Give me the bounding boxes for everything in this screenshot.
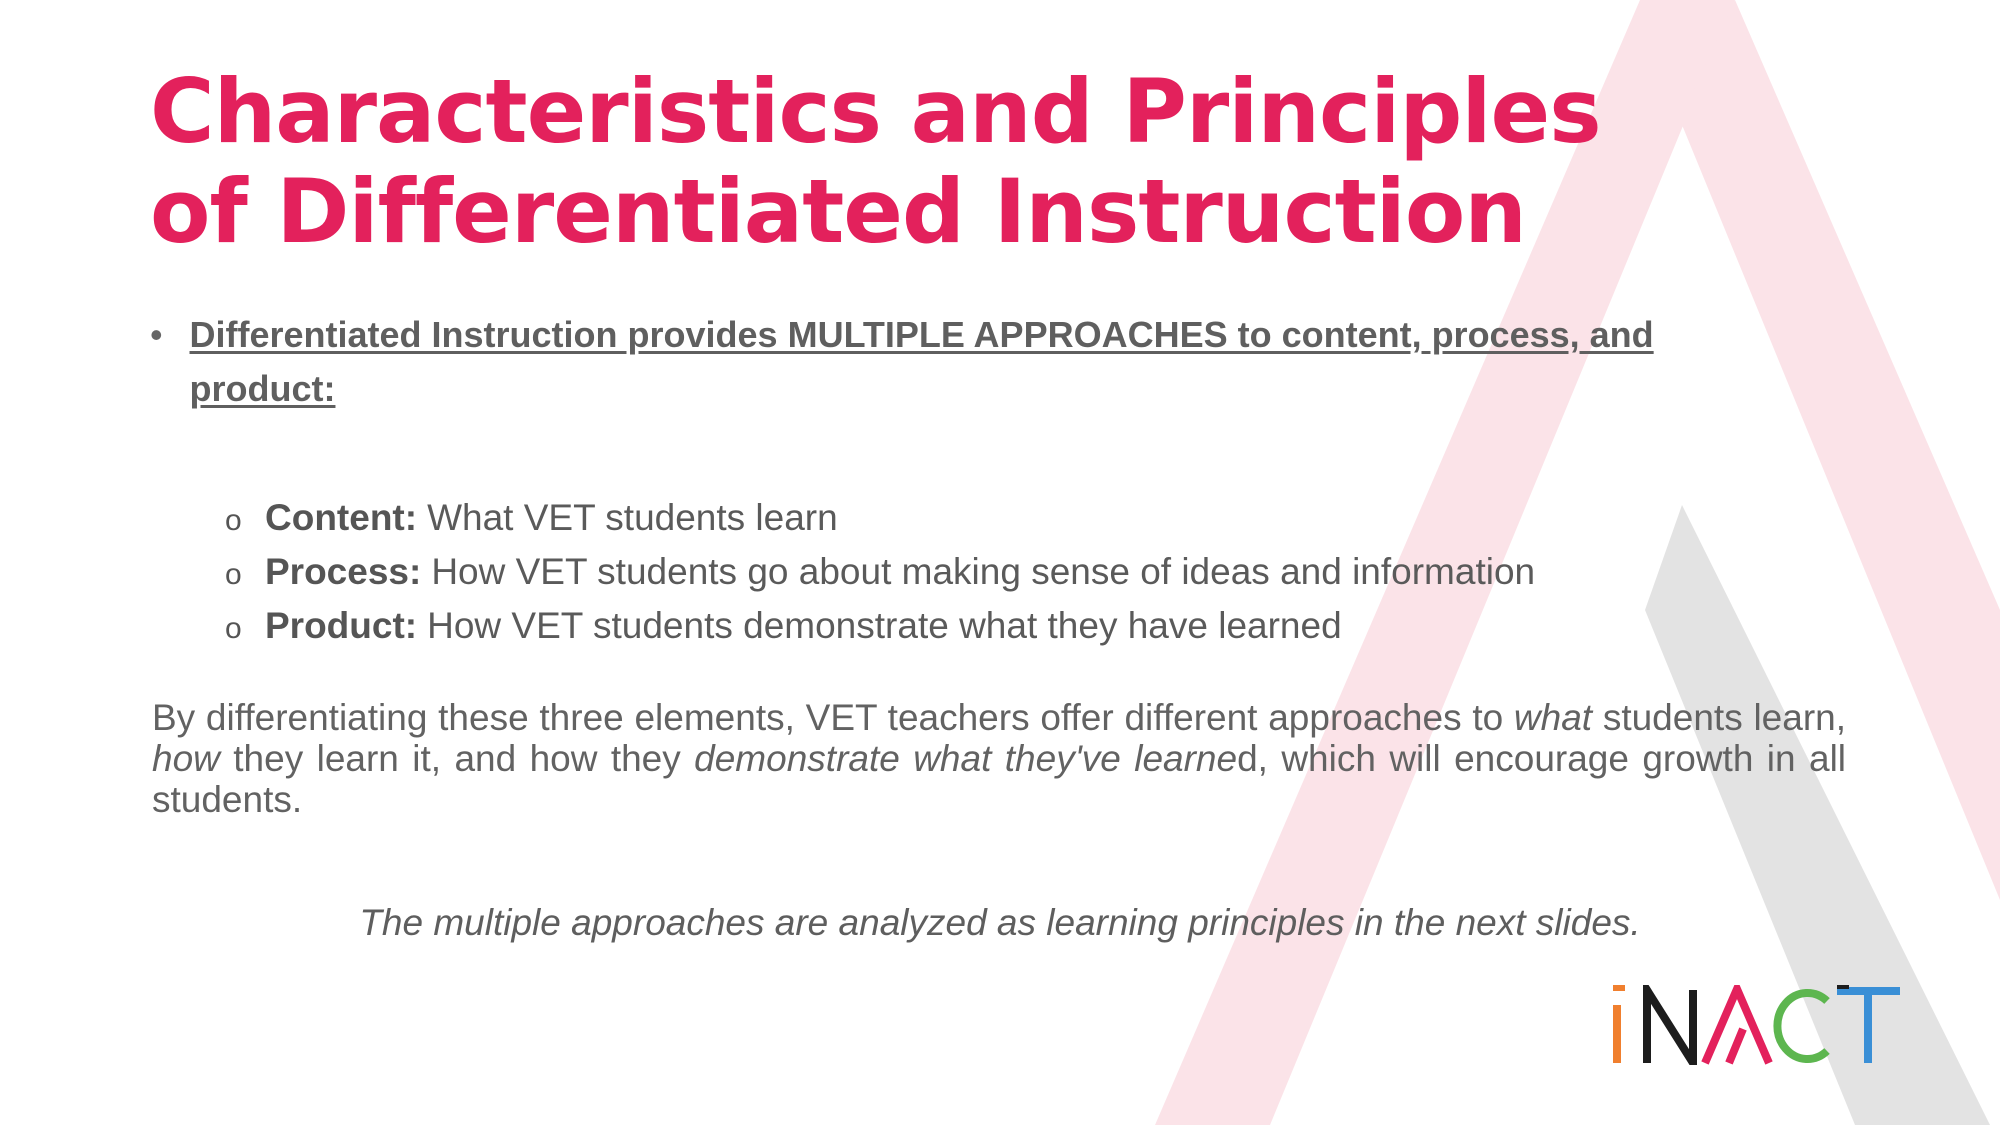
paragraph-text: students learn, xyxy=(1592,697,1846,738)
list-marker: o xyxy=(225,504,242,537)
paragraph-emphasis: what xyxy=(1513,697,1593,738)
inact-logo xyxy=(1605,985,1910,1065)
logo-i-dot xyxy=(1613,985,1625,991)
logo-i-stem xyxy=(1613,1005,1621,1063)
list-marker: o xyxy=(225,558,242,591)
list-item-process xyxy=(225,546,1725,600)
paragraph-text: By differentiating these three elements, VET teachers offer different approaches to xyxy=(152,697,1514,738)
bullet-text: Differentiated Instruction provides MULTIPLE APPROACHES to content, process, and product: xyxy=(189,314,1654,409)
logo-c xyxy=(1777,993,1827,1059)
logo-t-accent xyxy=(1837,985,1849,989)
logo-n xyxy=(1647,990,1693,1063)
paragraph-text: they learn it, and how they xyxy=(219,738,695,779)
logo-a xyxy=(1705,989,1769,1063)
list-item-content xyxy=(225,492,1725,546)
paragraph-text: d, which will encourage growth in all students. xyxy=(152,738,1847,820)
paragraph-emphasis: demonstrate what they've learne xyxy=(694,738,1238,779)
list-item-product xyxy=(225,600,1725,654)
approach-list xyxy=(225,492,1725,654)
list-item-label: Content: xyxy=(265,497,418,538)
list-marker: o xyxy=(225,612,242,645)
main-bullet xyxy=(150,308,1730,416)
list-item-label: Product: xyxy=(265,605,418,646)
slide-title: Characteristics and Principles of Differentiated Instruction xyxy=(150,60,1601,263)
logo-t xyxy=(1837,991,1900,1063)
body-paragraph xyxy=(152,697,1846,820)
footnote: The multiple approaches are analyzed as learning principles in the next slides. xyxy=(359,902,1641,943)
list-item-text: How VET students go about making sense of ideas and information xyxy=(431,551,1536,592)
list-item-label: Process: xyxy=(265,551,422,592)
list-item-text: What VET students learn xyxy=(427,497,838,538)
bullet-marker: • xyxy=(150,314,163,355)
list-item-text: How VET students demonstrate what they have learned xyxy=(427,605,1342,646)
paragraph-emphasis: how xyxy=(152,738,220,779)
